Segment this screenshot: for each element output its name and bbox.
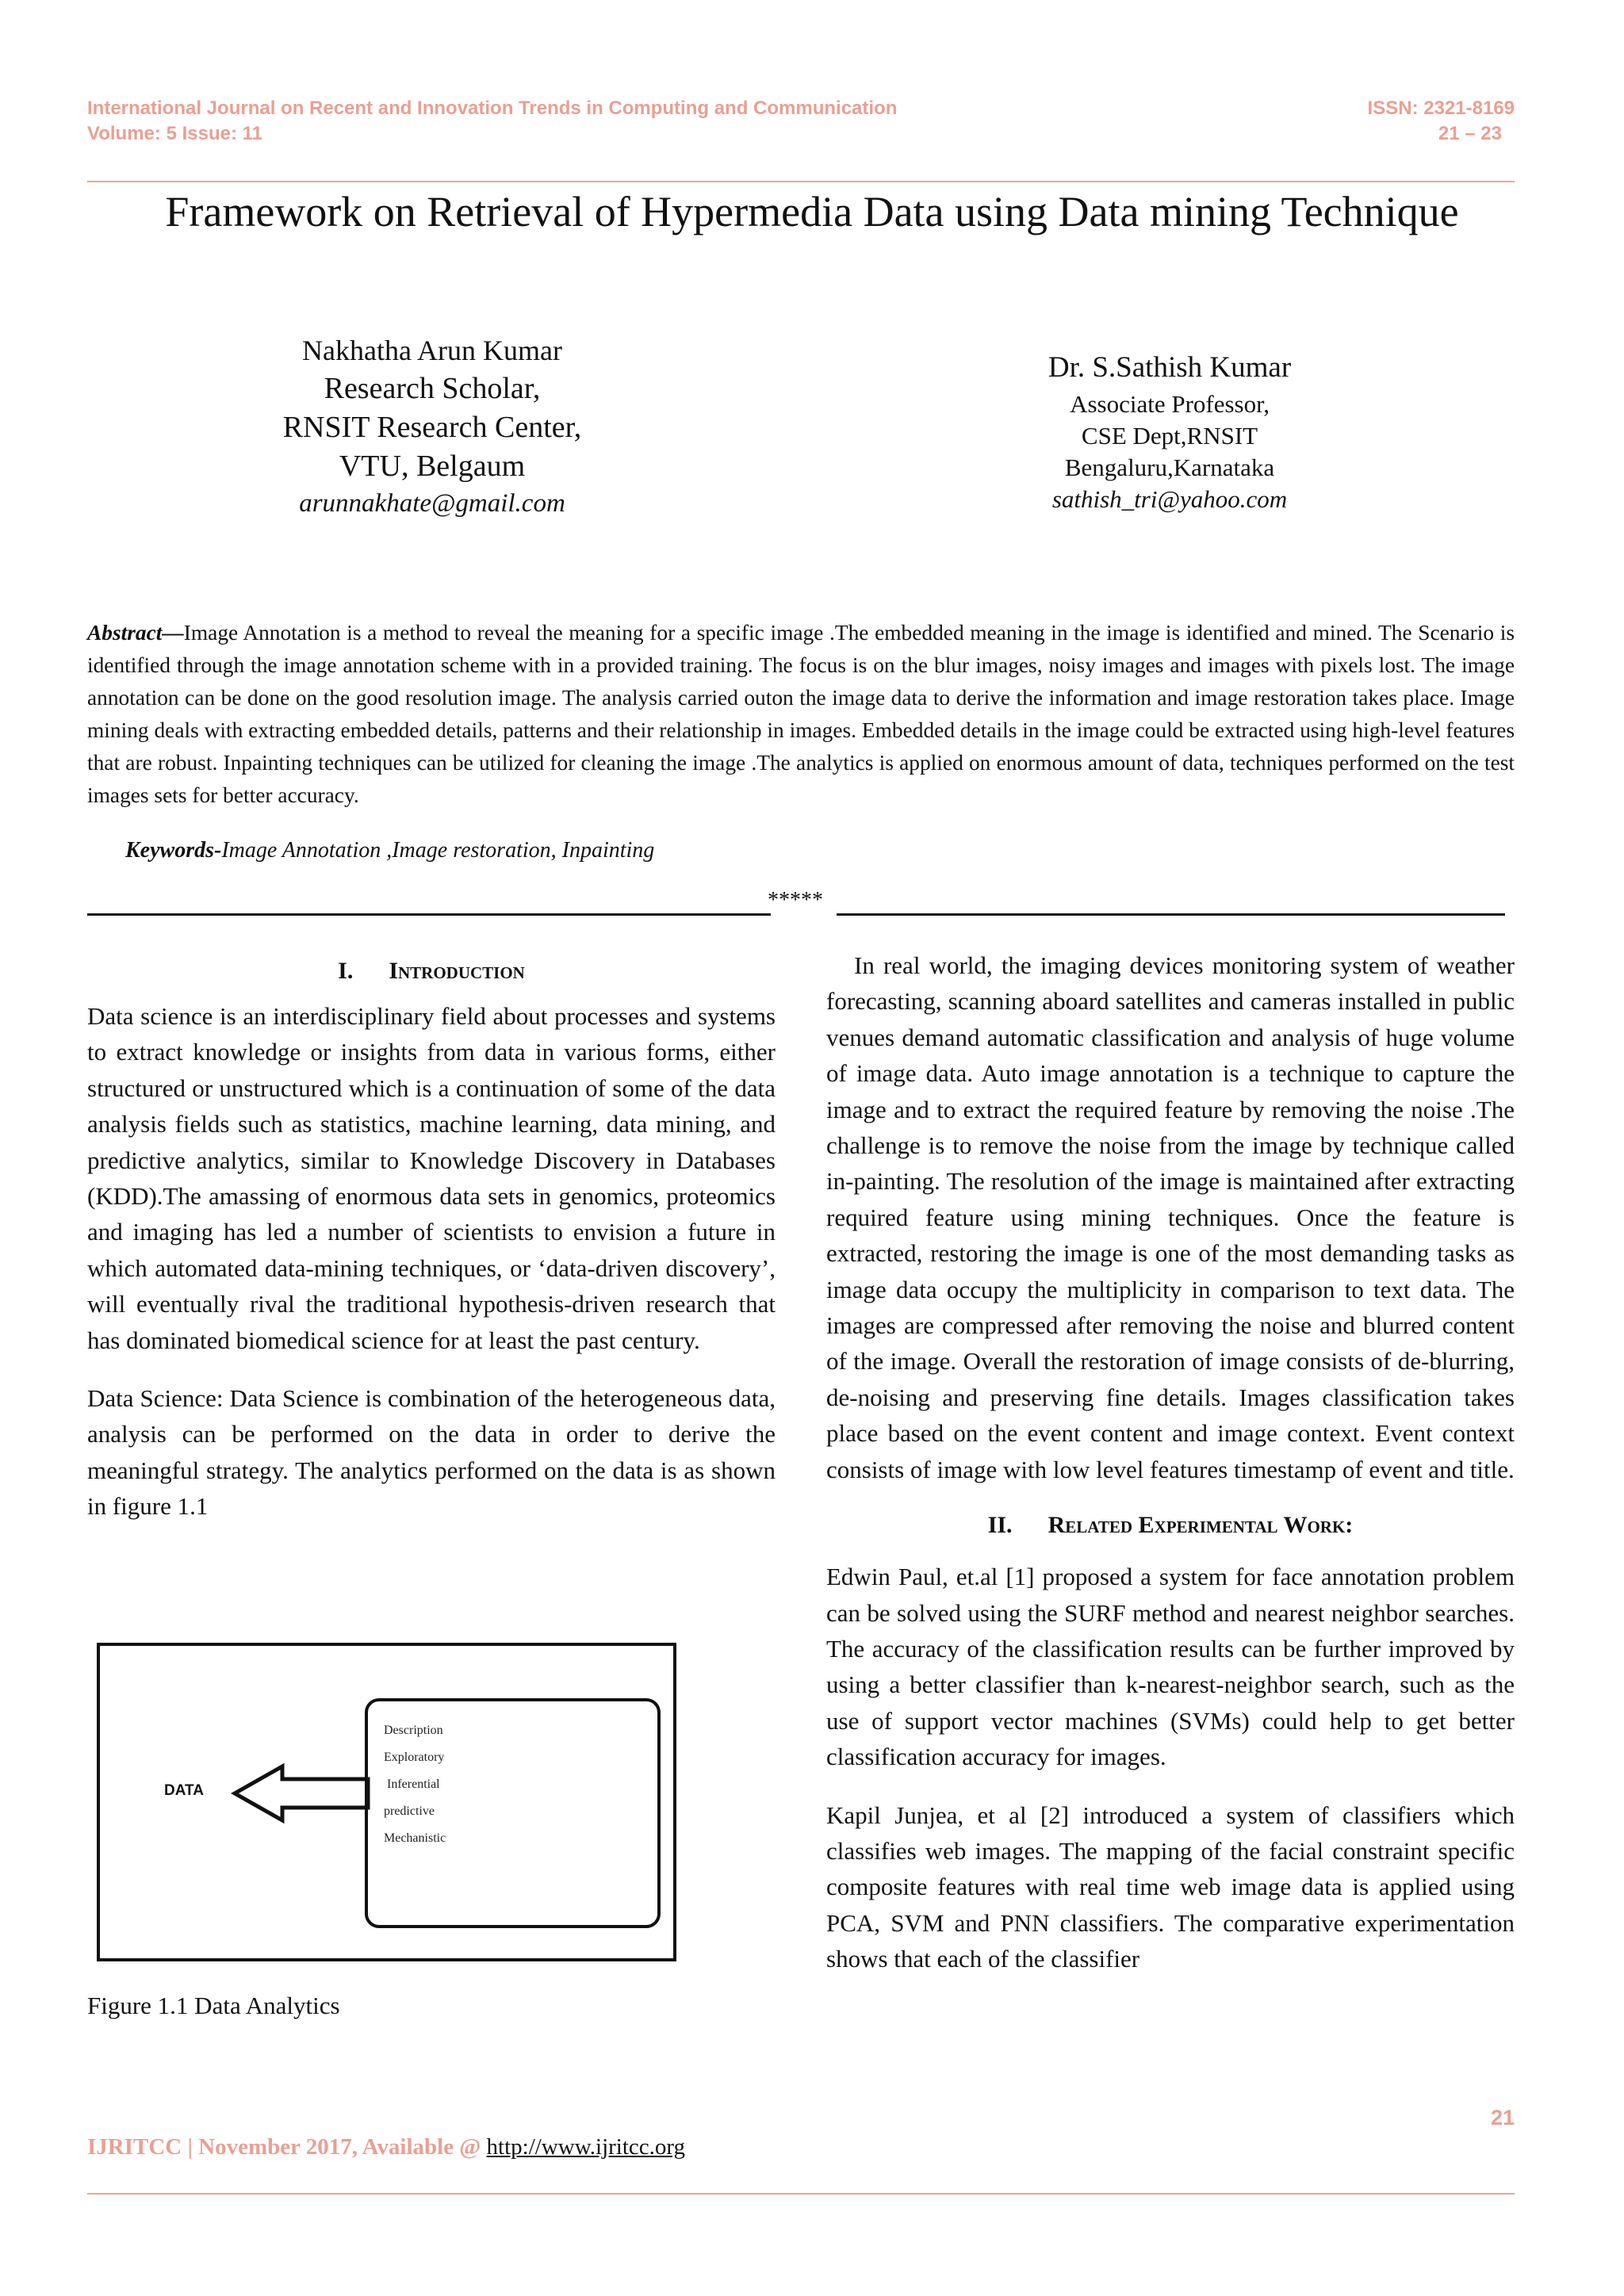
left-arrow-icon (230, 1762, 373, 1825)
related-work-paragraph-2: Kapil Junjea, et al [2] introduced a system of classifiers which classifies web images. The mapping of the facial constraint specific composite features with real time web image data is applied using PCA, SVM and PNN classifiers. The comparative experimentation shows that each of the classifier (826, 1800, 1515, 1973)
separator-rule-left (87, 913, 771, 916)
author-1-block (214, 331, 650, 521)
author-2-affiliation-3: Bengaluru,Karnataka (1064, 453, 1275, 481)
author-1-affiliation-2: RNSIT Research Center, (282, 411, 582, 444)
figure-data-label: DATA (164, 1782, 204, 1799)
author-2-affiliation-2: CSE Dept,RNSIT (1081, 422, 1258, 450)
abstract (87, 617, 1515, 812)
intro-paragraph-1: Data science is an interdisciplinary field about processes and systems to extract knowledge or insights from data in various forms, either structured or unstructured which is a continuation of some of the data analysis fields such as statistics, machine learning, data mining, and predictive analytics, similar to Knowledge Discovery in Databases (KDD).The amassing of enormous data sets in genomics, proteomics and imaging has led a number of scientists to envision a future in which automated data-mining techniques, or ‘data-driven discovery’, will eventually rival the traditional hypothesis-driven research that has dominated biomedical science for at least the past century. (87, 1002, 776, 1354)
left-column (87, 955, 776, 1547)
right-paragraph-1: In real world, the imaging devices monitoring system of weather forecasting, scanning aboard satellites and cameras installed in public venues demand automatic classification and analysis of huge volume of image data. Auto image annotation is a technique to capture the image and to extract the required feature by removing the noise .The challenge is to remove the noise from the image by technique called in-painting. The resolution of the image is maintained after extracting required feature using mining techniques. Once the feature is extracted, restoring the image is one of the most demanding tasks as image data occupy the multiplicity in comparison to text data. The images are compressed after removing the noise and blurred content of the image. Overall the restoration of image consists of de-blurring, de-noising and preserving fine details. Images classification takes place based on the event content and image context. Event context consists of image with low level features timestamp of event and title. (826, 951, 1515, 1483)
analytics-item-mechanistic: Mechanistic (384, 1831, 446, 1845)
analytics-item-exploratory: Exploratory (384, 1751, 445, 1764)
volume-issue: Volume: 5 Issue: 11 (87, 123, 262, 144)
analytics-item-description: Description (384, 1724, 443, 1737)
page-number: 21 (1490, 2106, 1515, 2130)
author-2-email: sathish_tri@yahoo.com (1051, 485, 1288, 513)
author-1-email: arunnakhate@gmail.com (299, 489, 565, 518)
analytics-item-inferential: Inferential (387, 1777, 440, 1791)
footer-citation (87, 2134, 685, 2160)
section-1-heading (87, 955, 776, 987)
paper-title: Framework on Retrieval of Hypermedia Data using Data mining Technique (165, 188, 1459, 235)
keywords-label: Keywords- (125, 838, 222, 863)
section-1-number: I. (338, 958, 354, 984)
author-2-name: Dr. S.Sathish Kumar (1048, 351, 1292, 384)
journal-website-link[interactable]: http://www.ijritcc.org (486, 2134, 686, 2160)
issn: ISSN: 2321-8169 (1367, 98, 1515, 119)
author-2-block (983, 347, 1356, 515)
right-column (826, 947, 1515, 1999)
journal-name: International Journal on Recent and Innovation Trends in Computing and Communication (87, 98, 898, 119)
author-2-affiliation-1: Associate Professor, (1070, 390, 1270, 418)
separator-stars: ***** (768, 888, 823, 913)
related-work-paragraph-1: Edwin Paul, et.al [1] proposed a system for face annotation problem can be solved using the SURF method and nearest neighbor searches. The accuracy of the classification results can be further improved by using a better classifier than k-nearest-neighbor search, such as the use of support vector machines (SVMs) could help to get better classification accuracy for images. (826, 1563, 1515, 1771)
keywords (125, 835, 654, 867)
separator-rule-right (837, 913, 1505, 916)
section-2-heading (826, 1510, 1515, 1541)
page-range: 21 – 23 (1438, 123, 1502, 144)
author-1-affiliation-3: VTU, Belgaum (339, 450, 526, 483)
analytics-types-list (384, 1722, 446, 1847)
abstract-label: Abstract— (87, 621, 184, 645)
author-1-name: Nakhatha Arun Kumar (302, 335, 562, 366)
section-2-number: II. (987, 1512, 1013, 1539)
section-2-title: Related Experimental Work: (1048, 1512, 1354, 1539)
section-1-title: Introduction (389, 958, 525, 984)
analytics-item-predictive: predictive (384, 1804, 435, 1818)
intro-paragraph-2: Data Science: Data Science is combination of the heterogeneous data, analysis can be performed on the data in order to derive the meaningful strategy. The analytics performed on the data is as shown in figure 1.1 (87, 1384, 776, 1521)
header-rule (87, 181, 1515, 182)
keywords-text: Image Annotation ,Image restoration, Inpainting (221, 838, 655, 863)
abstract-text: Image Annotation is a method to reveal the meaning for a specific image .The embedded meaning in the image is identified and mined. The Scenario is identified through the image annotation scheme with in a provided training. The focus is on the blur images, noisy images and images with pixels lost. The image annotation can be done on the good resolution image. The analysis carried outon the image data to derive the information and image restoration takes place. Image mining deals with extracting embedded details, patterns and their relationship in images. Embedded details in the image could be extracted using high-level features that are robust. Inpainting techniques can be utilized for cleaning the image .The analytics is applied on enormous amount of data, techniques performed on the test images sets for better accuracy. (87, 621, 1515, 807)
footer-text: IJRITCC | November 2017, Available @ (87, 2134, 487, 2160)
author-1-affiliation-1: Research Scholar, (324, 372, 541, 405)
figure-caption: Figure 1.1 Data Analytics (87, 1992, 340, 2019)
footer-rule (87, 2193, 1515, 2195)
